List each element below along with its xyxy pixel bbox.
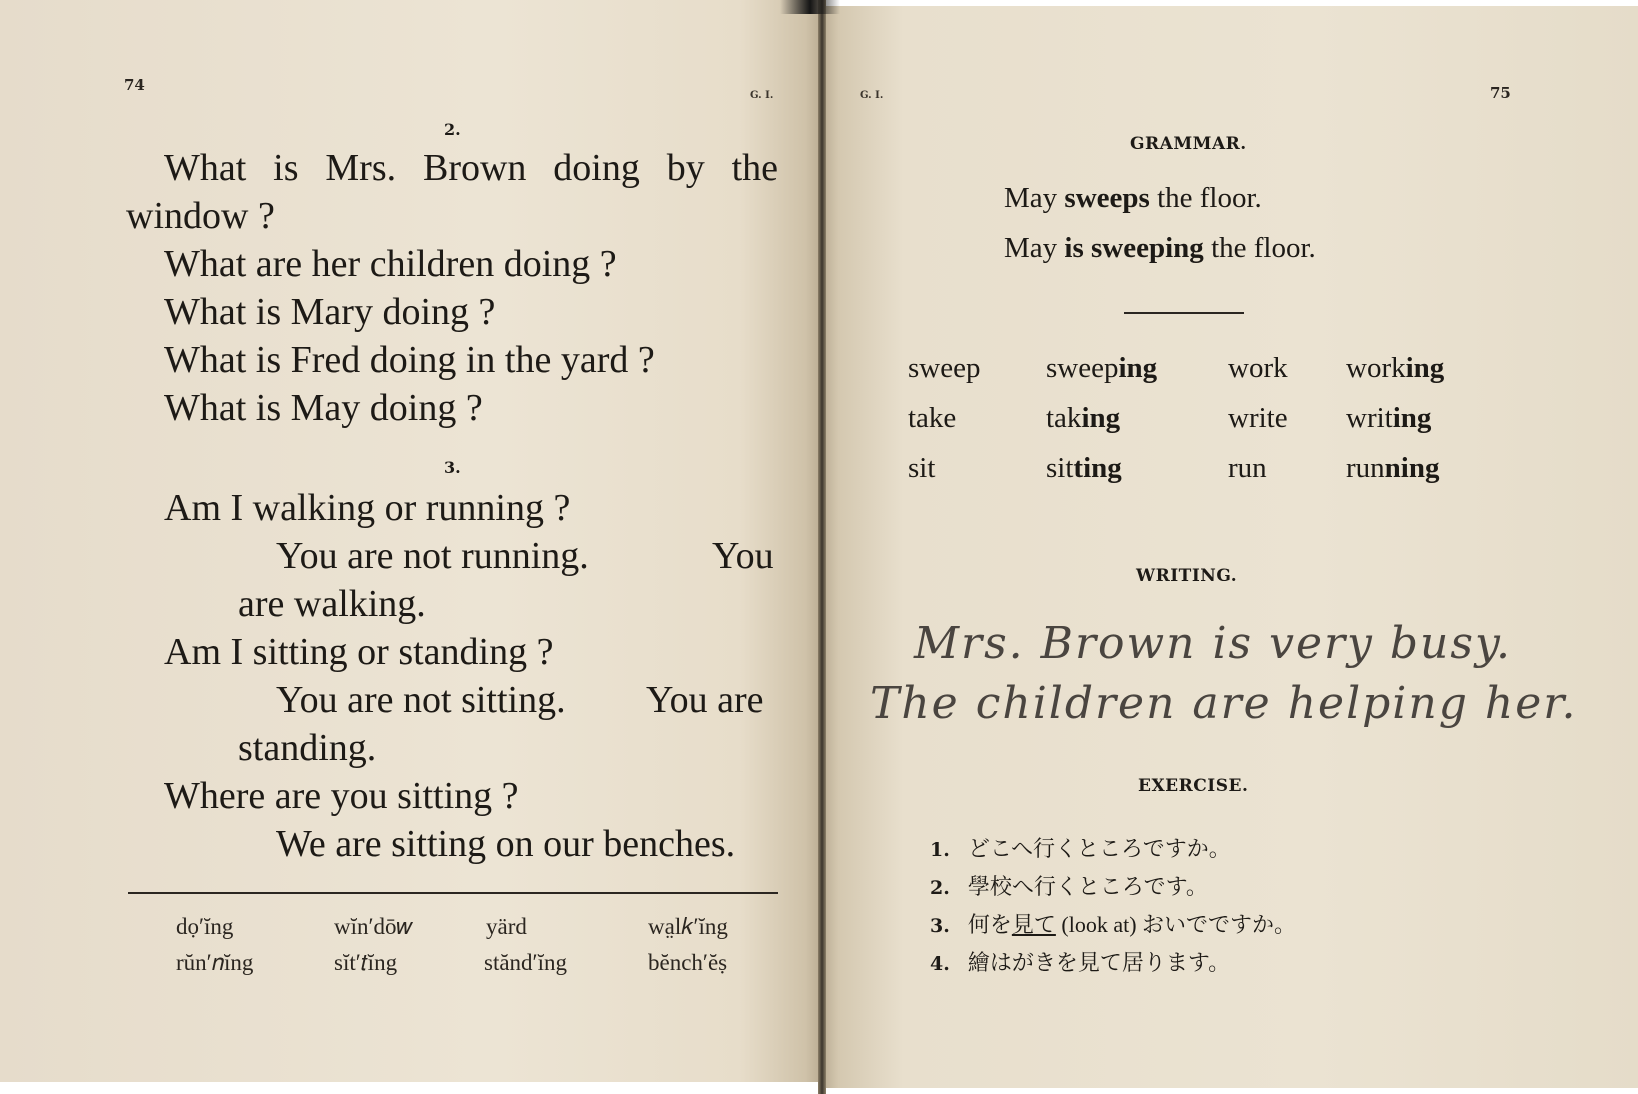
verb-base: sweep (908, 352, 981, 384)
verb-base: write (1228, 402, 1288, 434)
question-line: Am I walking or running ? (164, 487, 571, 529)
divider-rule (1124, 312, 1244, 314)
answer-line: standing. (238, 727, 377, 769)
verb-base: work (1228, 352, 1288, 384)
grammar-heading: GRAMMAR. (1130, 134, 1247, 154)
writing-heading: WRITING. (1136, 566, 1238, 586)
exercise-item: 4. 繪はがきを見て居ります。 (930, 950, 1231, 975)
section-number: 3. (444, 458, 461, 477)
exercise-item: 3. 何を見て (look at) おいでですか。 (930, 912, 1297, 937)
question-line: What is Fred doing in the yard ? (164, 339, 655, 381)
exercise-heading: EXERCISE. (1138, 776, 1249, 796)
grammar-sentence: May is sweeping the floor. (1004, 232, 1316, 264)
exercise-item: 2. 學校へ行くところです。 (930, 874, 1208, 899)
pronunciation-word: rŭn′𝑛ĭng (176, 950, 254, 975)
verb-ing-form: working (1346, 352, 1445, 384)
pronunciation-word: stănd′ĭng (484, 950, 567, 975)
binding-shadow (780, 0, 840, 14)
left-page (0, 0, 822, 1082)
answer-line: You are not sitting. (276, 679, 566, 721)
signature-mark: G. I. (750, 90, 774, 101)
question-line: What are her children doing ? (164, 243, 617, 285)
verb-base: sit (908, 452, 936, 484)
verb-ing-form: sweeping (1046, 352, 1158, 384)
answer-line: You (712, 535, 774, 577)
pronunciation-word: sĭt′𝑡ĭng (334, 950, 398, 975)
signature-mark: G. I. (860, 90, 884, 101)
pronunciation-word: wa̤l𝑘′ĭng (648, 914, 728, 939)
exercise-item: 1. どこへ行くところですか。 (930, 836, 1231, 861)
question-line: Am I sitting or standing ? (164, 631, 554, 673)
page-number: 75 (1490, 84, 1511, 102)
verb-ing-form: running (1346, 452, 1440, 484)
answer-line: are walking. (238, 583, 426, 625)
right-page (822, 6, 1638, 1088)
question-line: window ? (126, 195, 275, 237)
verb-base: take (908, 402, 957, 434)
grammar-sentence: May sweeps the floor. (1004, 182, 1262, 214)
question-line: Where are you sitting ? (164, 775, 519, 817)
question-line: What is May doing ? (164, 387, 483, 429)
question-line: What is Mary doing ? (164, 291, 496, 333)
verb-ing-form: sitting (1046, 452, 1122, 484)
section-number: 2. (444, 120, 461, 139)
answer-line: We are sitting on our benches. (276, 823, 736, 865)
pronunciation-word: yärd (486, 914, 527, 939)
verb-ing-form: taking (1046, 402, 1121, 434)
book-spine (818, 0, 826, 1094)
pronunciation-word: bĕnch′ĕṣ (648, 950, 728, 975)
pronunciation-word: dọ′ĭng (176, 914, 234, 939)
cursive-line: Mrs. Brown is very busy. (914, 618, 1512, 669)
question-line: What is Mrs. Brown doing by the (164, 147, 778, 189)
divider-rule (128, 892, 778, 894)
answer-line: You are (646, 679, 764, 721)
page-number: 74 (124, 76, 145, 94)
verb-base: run (1228, 452, 1267, 484)
answer-line: You are not running. (276, 535, 589, 577)
verb-ing-form: writing (1346, 402, 1432, 434)
pronunciation-word: wĭn′dō𝑤 (334, 914, 413, 939)
cursive-line: The children are helping her. (870, 678, 1578, 729)
